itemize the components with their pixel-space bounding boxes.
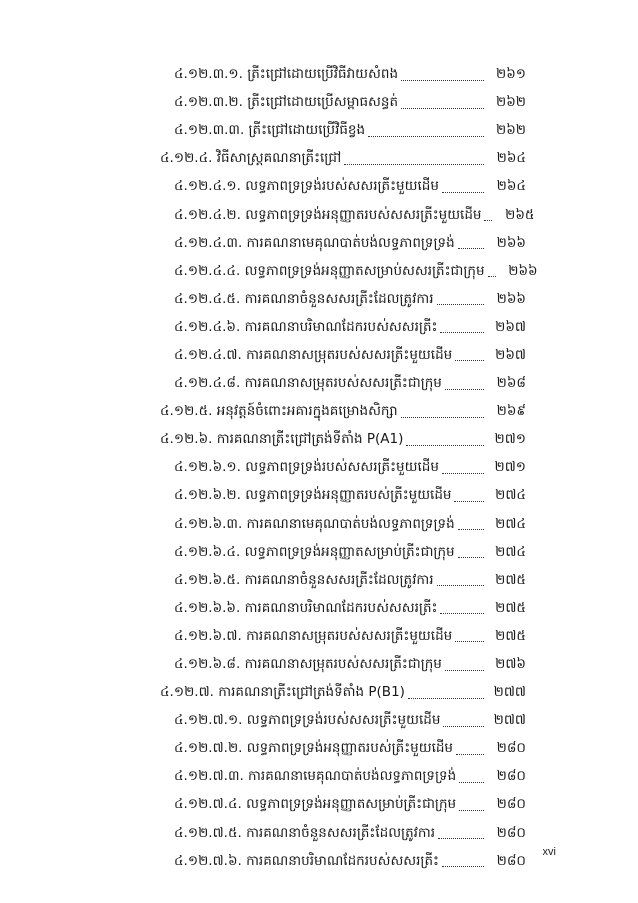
- dot-leader: [344, 164, 484, 165]
- toc-entry[interactable]: [0, 398, 526, 426]
- toc-entry-page: ២៦៤: [496, 178, 526, 195]
- toc-entry-title: ៤.១២.៦.២. លទ្ធភាពទ្រទ្រង់អនុញ្ញាតរបស់ត្រីះមួយដើម: [174, 487, 452, 504]
- toc-entry-page: ២៦៦: [508, 262, 538, 279]
- toc-entry-title: ៤.១២.៧.២. លទ្ធភាពទ្រទ្រង់អនុញ្ញាតរបស់ត្រីះមួយដើម: [174, 740, 453, 757]
- dot-leader: [488, 276, 496, 277]
- toc-entry-page: ២៧៤: [495, 515, 526, 532]
- toc-entry[interactable]: [0, 539, 526, 567]
- toc-entry[interactable]: [0, 314, 526, 342]
- toc-entry-title: ៤.១២.៤.៧. ការគណនាសម្រុតរបស់សសរត្រីះមួយដើម: [174, 346, 453, 363]
- dot-leader: [440, 332, 484, 333]
- toc-entry-title: ៤.១២.៤.៥. ការគណនាចំនួនសសរត្រីះដែលត្រូវការ: [174, 290, 434, 307]
- dot-leader: [437, 585, 484, 586]
- toc-entry-title: ៤.១២.៧.១. លទ្ធភាពទ្រទ្រង់របស់សសរត្រីះមួយដើម: [174, 712, 441, 729]
- dot-leader: [458, 248, 484, 249]
- toc-entry-title: ៤.១២.៧.៣. ការគណនាមេគុណបាត់បង់លទ្ធភាពទ្រទ្រង់: [174, 768, 457, 785]
- toc-entry-title: ៤.១២.៦.៥. ការគណនាចំនួនសសរត្រីះដែលត្រូវការ: [174, 571, 434, 588]
- dot-leader: [408, 698, 484, 699]
- toc-entry[interactable]: [0, 117, 526, 145]
- toc-entry-title: ៤.១២.៦.៨. ការគណនាសម្រុតរបស់សសរត្រីះជាក្រុម: [174, 656, 442, 673]
- toc-entry[interactable]: [0, 763, 526, 791]
- dot-leader: [401, 80, 484, 81]
- toc-entry-title: ៤.១២.៣.៣. ត្រីះជ្រៅដោយប្រើវិធីខ្វង: [174, 122, 366, 139]
- dot-leader: [455, 641, 484, 642]
- toc-entry-page: ២៧៤: [495, 487, 526, 504]
- dot-leader: [442, 192, 484, 193]
- toc-entry-title: ៤.១២.៧.៤. លទ្ធភាពទ្រទ្រង់អនុញ្ញាតសម្រាប់ត្រីះជាក្រុម: [174, 796, 457, 813]
- toc-entry-page: ២៦៦: [496, 290, 526, 307]
- dot-leader: [438, 838, 484, 839]
- dot-leader: [445, 670, 484, 671]
- toc-entry[interactable]: [0, 342, 526, 370]
- toc-entry-title: ៤.១២.៦.៤. លទ្ធភាពទ្រទ្រង់អនុញ្ញាតសម្រាប់ត្រីះជាក្រុម: [174, 543, 455, 560]
- toc-entry[interactable]: [0, 145, 526, 173]
- toc-entry-page: ២៧១: [494, 459, 526, 476]
- toc-entry-title: ៤.១២.៤.៨. ការគណនាសម្រុតរបស់សសរត្រីះជាក្រុម: [174, 375, 442, 392]
- dot-leader: [456, 754, 484, 755]
- dot-leader: [458, 557, 484, 558]
- toc-entry-page: ២៧១: [494, 431, 526, 448]
- toc-entry-page: ២៦៩: [496, 403, 526, 420]
- toc-entry-page: ២៦៨: [496, 375, 526, 392]
- toc-entry[interactable]: [0, 426, 526, 454]
- toc-entry[interactable]: [0, 230, 526, 258]
- toc-entry-title: ៤.១២.៥. អនុវត្តន៍ចំពោះអគារក្នុងគម្រោងសិក្សា: [160, 403, 398, 420]
- toc-entry[interactable]: [0, 735, 526, 763]
- toc-entry[interactable]: [0, 651, 526, 679]
- dot-leader: [406, 445, 484, 446]
- dot-leader: [484, 220, 492, 221]
- toc-entry[interactable]: [0, 567, 526, 595]
- toc-entry[interactable]: [0, 623, 526, 651]
- dot-leader: [459, 782, 484, 783]
- toc-entry-page: ២៨០: [496, 768, 526, 785]
- toc-entry[interactable]: [0, 454, 526, 482]
- toc-entry-page: ២៨០: [496, 852, 526, 869]
- toc-entry[interactable]: [0, 173, 526, 201]
- toc-entry-page: ២៦៥: [505, 206, 535, 223]
- dot-leader: [443, 726, 484, 727]
- page-number: xvi: [542, 846, 556, 858]
- toc-entry-page: ២៦១: [496, 66, 526, 83]
- dot-leader: [368, 136, 484, 137]
- toc-entry[interactable]: [0, 89, 526, 117]
- dot-leader: [455, 360, 484, 361]
- dot-leader: [459, 810, 484, 811]
- dot-leader: [454, 501, 484, 502]
- dot-leader: [458, 529, 484, 530]
- toc-entry-title: ៤.១២.៤. វិធីសាស្ត្រគណនាត្រីះជ្រៅ: [160, 150, 342, 167]
- toc-entry[interactable]: [0, 258, 538, 286]
- toc-entry[interactable]: [0, 791, 526, 819]
- toc-entry-title: ៤.១២.៤.៦. ការគណនាបរិមាណដែករបស់សសរត្រីះ: [174, 318, 438, 335]
- toc-entry[interactable]: [0, 820, 526, 848]
- toc-entry-page: ២៧៥: [495, 627, 526, 644]
- toc-entry-title: ៤.១២.៣.២. ត្រីះជ្រៅដោយប្រើសម្ពាធសន្ធត់: [174, 94, 399, 111]
- toc-entry-page: ២៨០: [496, 824, 526, 841]
- toc-entry-title: ៤.១២.៧.៥. ការគណនាចំនួនសសរត្រីះដែលត្រូវការ: [174, 824, 436, 841]
- dot-leader: [437, 304, 484, 305]
- toc-entry[interactable]: [0, 482, 526, 510]
- toc-entry[interactable]: [0, 201, 535, 229]
- toc-entry-page: ២៦៧: [495, 318, 526, 335]
- toc-entry-page: ២៧៤: [495, 543, 526, 560]
- dot-leader: [442, 473, 484, 474]
- toc-entry-page: ២៧៦: [495, 656, 526, 673]
- toc-entry-title: ៤.១២.៧. ការគណនាត្រីះជ្រៅត្រង់ទីតាំង P(B1): [160, 684, 405, 701]
- toc-entry-title: ៤.១២.៤.១. លទ្ធភាពទ្រទ្រង់របស់សសរត្រីះមួយដើម: [174, 178, 439, 195]
- toc-entry-page: ២៦៦: [496, 234, 526, 251]
- dot-leader: [401, 108, 484, 109]
- dot-leader: [442, 866, 484, 867]
- dot-leader: [401, 417, 484, 418]
- toc-entry[interactable]: [0, 286, 526, 314]
- table-of-contents: [0, 61, 638, 876]
- toc-entry-title: ៤.១២.៣.១. ត្រីះជ្រៅដោយប្រើវិធីវាយសំពង: [174, 66, 399, 83]
- dot-leader: [440, 613, 484, 614]
- toc-entry-title: ៤.១២.៦. ការគណនាត្រីះជ្រៅត្រង់ទីតាំង P(A1): [160, 431, 404, 448]
- toc-entry-title: ៤.១២.៦.៧. ការគណនាសម្រុតរបស់សសរត្រីះមួយដើម: [174, 627, 453, 644]
- toc-entry-title: ៤.១២.៧.៦. ការគណនាបរិមាណដែករបស់សសរត្រីះ: [174, 852, 439, 869]
- toc-entry-title: ៤.១២.៤.៣. ការគណនាមេគុណបាត់បង់លទ្ធភាពទ្រទ្រង់: [174, 234, 455, 251]
- toc-entry-page: ២៧៥: [495, 599, 526, 616]
- toc-entry-title: ៤.១២.៤.២. លទ្ធភាពទ្រទ្រង់អនុញ្ញាតរបស់សសរត្រីះមួយដើម: [174, 206, 482, 223]
- toc-entry[interactable]: [0, 370, 526, 398]
- toc-entry-page: ២៨០: [496, 796, 526, 813]
- toc-entry[interactable]: [0, 511, 526, 539]
- toc-entry-page: ២៦៧: [495, 346, 526, 363]
- toc-entry-page: ២៨០: [496, 740, 526, 757]
- toc-entry-page: ២៦៤: [496, 150, 526, 167]
- toc-entry-title: ៤.១២.៦.៦. ការគណនាបរិមាណដែករបស់សសរត្រីះ: [174, 599, 438, 616]
- toc-entry-page: ២៧៥: [495, 571, 526, 588]
- toc-entry[interactable]: [0, 61, 526, 89]
- toc-entry[interactable]: [0, 707, 526, 735]
- toc-entry[interactable]: [0, 848, 526, 876]
- toc-entry-page: ២៦២: [496, 94, 526, 111]
- toc-entry-title: ៤.១២.៦.៣. ការគណនាមេគុណបាត់បង់លទ្ធភាពទ្រទ្រង់: [174, 515, 455, 532]
- toc-entry[interactable]: [0, 595, 526, 623]
- toc-entry-page: ២៧៧: [493, 684, 526, 701]
- toc-entry-page: ២៦២: [496, 122, 526, 139]
- dot-leader: [445, 389, 484, 390]
- toc-entry[interactable]: [0, 679, 526, 707]
- toc-entry-page: ២៧៧: [493, 712, 526, 729]
- toc-entry-title: ៤.១២.៦.១. លទ្ធភាពទ្រទ្រង់របស់សសរត្រីះមួយដើម: [174, 459, 439, 476]
- toc-entry-title: ៤.១២.៤.៤. លទ្ធភាពទ្រទ្រង់អនុញ្ញាតសម្រាប់សសរត្រីះជាក្រុម: [174, 262, 485, 279]
